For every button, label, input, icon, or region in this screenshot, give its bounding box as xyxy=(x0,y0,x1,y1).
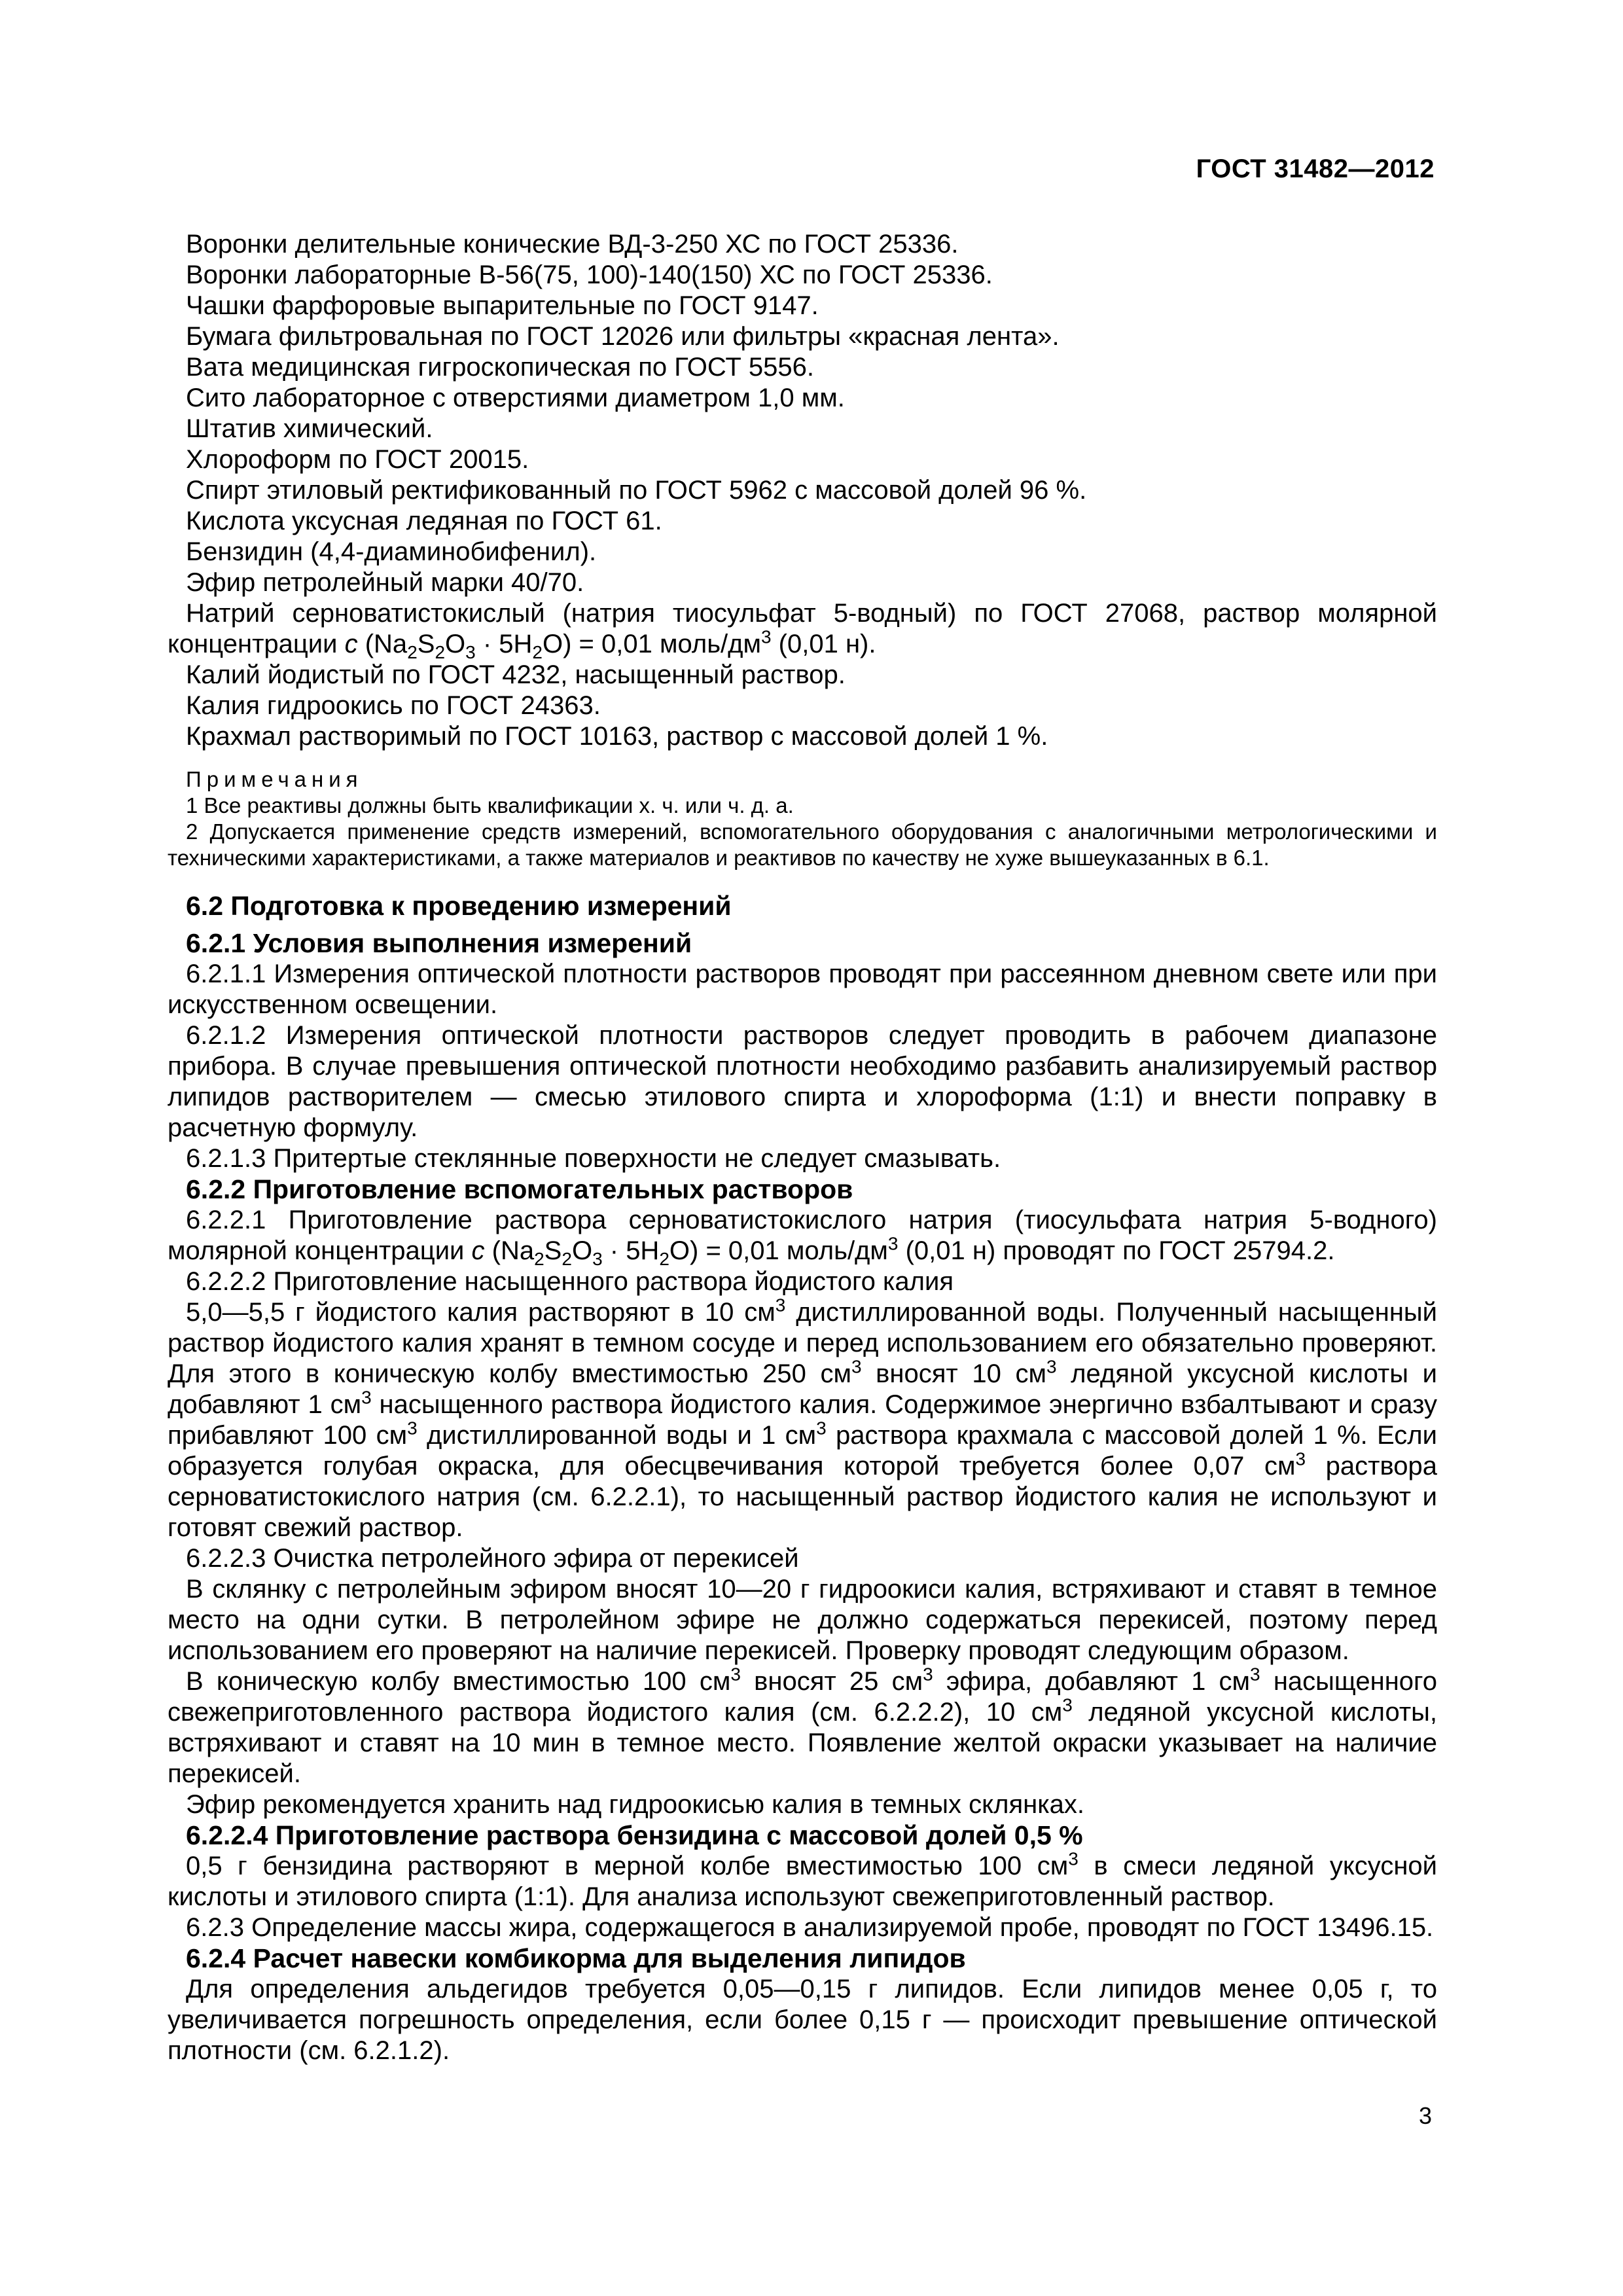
section-6-2-4-heading: 6.2.4 Расчет навески комбикорма для выделения липидов xyxy=(186,1943,966,1973)
equipment-list xyxy=(168,229,1437,752)
sodium-thiosulfate-item: Натрий серноватистокислый (натрия тиосульфат 5-водный) по ГОСТ 27068, раствор молярной концентрации c $(Na_2S_2O_3 \cdot 5H_2O) = 0,01$ моль/$дм^3$ (0,01 н). xyxy=(168,599,1437,662)
list-item: Бензидин (4,4-диаминобифенил). xyxy=(186,537,597,566)
list-item: Калий йодистый по ГОСТ 4232, насыщенный раствор. xyxy=(186,660,846,689)
note-1: 1 Все реактивы должны быть квалификации х. ч. или ч. д. а. xyxy=(186,793,794,817)
paragraph-6-2-2-2: 5,0—5,5 г йодистого калия растворяют в 10 $см^3$ дистиллированной воды. Полученный насыщенный раствор йодистого калия хранят в темном сосуде и перед использованием его обязательно проверяют. Для этого в коническую колбу вместимостью 250 $см^3$ вносят 10 $см^3$ ледяной уксусной кислоты и добавляют 1 $см^3$ насыщенного раствора йодистого калия. Содержимое энергично взбалтывают и сразу прибавляют 100 $см^3$ дистиллированной воды и 1 $см^3$ раствора крахмала с массовой долей 1 %. Если образуется голубая окраска, для обесцвечивания которой требуется более 0,07 $см^3$ раствора серноватистокислого натрия (см. 6.2.2.1), то насыщенный раствор йодистого калия не используют и готовят свежий раствор. xyxy=(168,1295,1438,1542)
paragraph-6-2-2-2-heading: 6.2.2.2 Приготовление насыщенного раствора йодистого калия xyxy=(186,1267,954,1296)
list-item: Воронки лабораторные В-56(75, 100)-140(150) ХС по ГОСТ 25336. xyxy=(186,260,993,289)
list-item: Калия гидроокись по ГОСТ 24363. xyxy=(186,691,601,720)
page-content xyxy=(168,229,1437,2066)
list-item: Чашки фарфоровые выпарительные по ГОСТ 9147. xyxy=(186,291,819,320)
list-item: Сито лабораторное с отверстиями диаметром 1,0 мм. xyxy=(186,384,845,412)
paragraph-6-2-2-1: 6.2.2.1 Приготовление раствора серноватистокислого натрия (тиосульфата натрия 5-водного) молярной концентрации c $(Na_2S_2O_3 \cdot 5H_2O) = 0,01$ моль/$дм^3$ (0,01 н) проводят по ГОСТ 25794.2. xyxy=(168,1206,1437,1269)
paragraph-6-2-3: 6.2.3 Определение массы жира, содержащегося в анализируемой пробе, проводят по ГОСТ 13496.15. xyxy=(186,1913,1434,1942)
list-item: Кислота уксусная ледяная по ГОСТ 61. xyxy=(186,507,662,535)
section-6-2-1-heading: 6.2.1 Условия выполнения измерений xyxy=(186,928,692,958)
list-item: Вата медицинская гигроскопическая по ГОСТ 5556. xyxy=(186,353,815,382)
section-6-2-2-heading: 6.2.2 Приготовление вспомогательных растворов xyxy=(186,1174,853,1204)
standard-number: ГОСТ 31482—2012 xyxy=(1196,154,1435,183)
page-number: 3 xyxy=(1418,2102,1432,2129)
paragraph-6-2-1-2: 6.2.1.2 Измерения оптической плотности растворов следует проводить в рабочем диапазоне прибора. В случае превышения оптической плотности необходимо разбавить анализируемый раствор липидов растворителем — смесью этилового спирта и хлороформа (1:1) и внести поправку в расчетную формулу. xyxy=(168,1021,1437,1142)
list-item: Спирт этиловый ректификованный по ГОСТ 5962 с массовой долей 96 %. xyxy=(186,476,1087,505)
paragraph-6-2-2-3-heading: 6.2.2.3 Очистка петролейного эфира от перекисей xyxy=(186,1544,799,1573)
paragraph-6-2-2-4: 0,5 г бензидина растворяют в мерной колбе вместимостью 100 $см^3$ в смеси ледяной уксусной кислоты и этилового спирта (1:1). Для анализа используют свежеприготовленный раствор. xyxy=(168,1848,1437,1911)
paragraph-6-2-1-1: 6.2.1.1 Измерения оптической плотности растворов проводят при рассеянном дневном свете или при искусственном освещении. xyxy=(168,960,1437,1019)
notes-heading: Примечания xyxy=(186,767,363,791)
list-item: Хлороформ по ГОСТ 20015. xyxy=(186,445,529,474)
list-item: Бумага фильтровальная по ГОСТ 12026 или фильтры «красная лента». xyxy=(186,322,1060,351)
section-6-2-2-4-heading: 6.2.2.4 Приготовление раствора бензидина с массовой долей 0,5 % xyxy=(186,1820,1083,1850)
list-item: Эфир петролейный марки 40/70. xyxy=(186,568,584,597)
notes-block xyxy=(168,766,1437,871)
paragraph-6-2-2-3-text-3: Эфир рекомендуется хранить над гидроокисью калия в темных склянках. xyxy=(186,1790,1084,1819)
paragraph-6-2-2-3-text-2: В коническую колбу вместимостью 100 $см^3$ вносят 25 $см^3$ эфира, добавляют 1 $см^3$ насыщенного свежеприготовленного раствора йодистого калия (см. 6.2.2.2), 10 $см^3$ ледяной уксусной кислоты, встряхивают и ставят на 10 мин в темное место. Появление желтой окраски указывает на наличие перекисей. xyxy=(168,1664,1437,1788)
paragraph-6-2-1-3: 6.2.1.3 Притертые стеклянные поверхности не следует смазывать. xyxy=(186,1144,1001,1173)
list-item: Штатив химический. xyxy=(186,414,433,443)
paragraph-6-2-2-3-text-1: В склянку с петролейным эфиром вносят 10—20 г гидроокиси калия, встряхивают и ставят в темное место на одни сутки. В петролейном эфире не должно содержаться перекисей, поэтому перед использованием его проверяют на наличие перекисей. Проверку проводят следующим образом. xyxy=(168,1575,1437,1665)
list-item: Крахмал растворимый по ГОСТ 10163, раствор с массовой долей 1 %. xyxy=(186,722,1048,751)
note-2: 2 Допускается применение средств измерений, вспомогательного оборудования с аналогичными метрологическими и техническими характеристиками, а также материалов и реактивов по качеству не хуже вышеуказанных в 6.1. xyxy=(168,819,1437,870)
list-item: Воронки делительные конические ВД-3-250 ХС по ГОСТ 25336. xyxy=(186,230,959,259)
section-6-2-heading: 6.2 Подготовка к проведению измерений xyxy=(186,891,732,921)
paragraph-6-2-4: Для определения альдегидов требуется 0,05—0,15 г липидов. Если липидов менее 0,05 г, то увеличивается погрешность определения, если более 0,15 г — происходит превышение оптической плотности (см. 6.2.1.2). xyxy=(168,1975,1437,2065)
